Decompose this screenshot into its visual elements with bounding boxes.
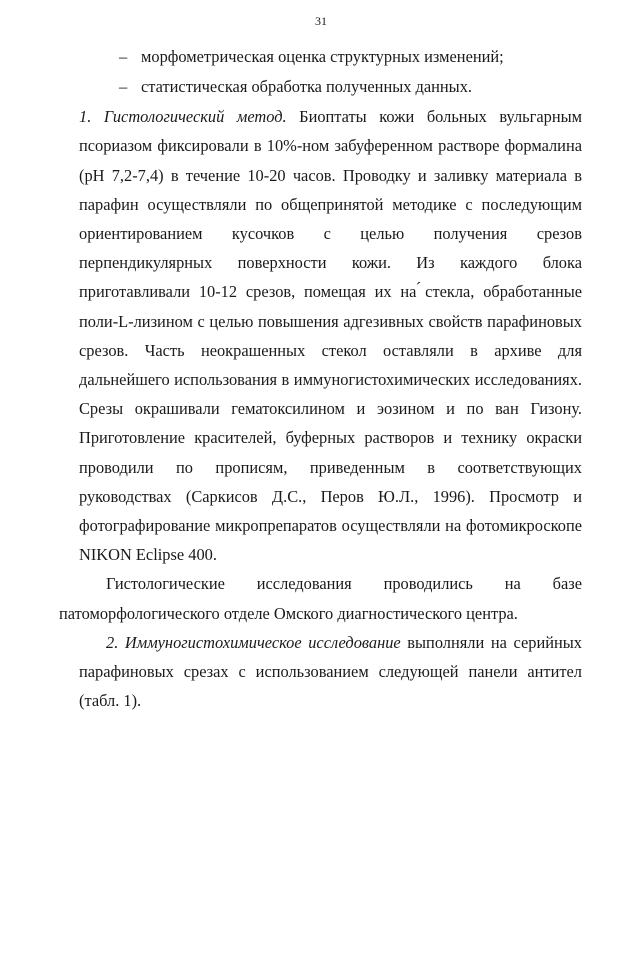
list-item	[79, 42, 582, 71]
section-heading-histological: 1. Гистологический метод.	[79, 107, 287, 127]
section-heading-immunohistochemistry: 2. Иммуногистохимическое исследование	[106, 632, 401, 652]
paragraph-histological-method	[79, 102, 582, 569]
paragraph-body: выполняли на серийных парафиновых срезах с использованием следующей панели антител (табл. 1).	[79, 632, 582, 711]
list-item	[79, 72, 582, 101]
list-item-text: статистическая обработка полученных данных.	[141, 77, 472, 97]
bullet-dash: –	[119, 47, 128, 66]
page-content	[59, 42, 582, 715]
page-number: 31	[315, 14, 327, 28]
list-item-text: морфометрическая оценка структурных изменений;	[141, 47, 504, 66]
paragraph-immunohistochemistry	[79, 628, 582, 716]
bullet-dash: –	[119, 77, 128, 97]
paragraph-body: Биоптаты кожи больных вульгарным псориазом фиксировали в 10%-ном забуференном растворе формалина (pH 7,2-7,4) в течение 10-20 часов. Проводку и заливку материала в парафин осуществляли по общепринятой методике с последующим ориентированием кусочков с целью получения срезов перпендикулярных поверхности кожи. Из каждого блока приготавливали 10-12 срезов, помещая их на ́стекла, обработанные поли-L-лизином с целью повышения адгезивных свойств парафиновых срезов. Часть неокрашенных стекол оставляли в архиве для дальнейшего использования в иммуногистохимических исследованиях. Срезы окрашивали гематоксилином и эозином и по ван Гизону. Приготовление красителей, буферных растворов и технику окраски проводили по прописям, приведенным в соответствующих руководствах (Саркисов Д.С., Перов Ю.Л., 1996). Просмотр и фотографирование микропрепаратов осуществляли на фотомикроскопе NIKON Eclipse 400.	[79, 107, 582, 565]
paragraph-histological-studies: Гистологические исследования проводились на базе патоморфологического отделе Омского диагностического центра.	[59, 574, 582, 623]
